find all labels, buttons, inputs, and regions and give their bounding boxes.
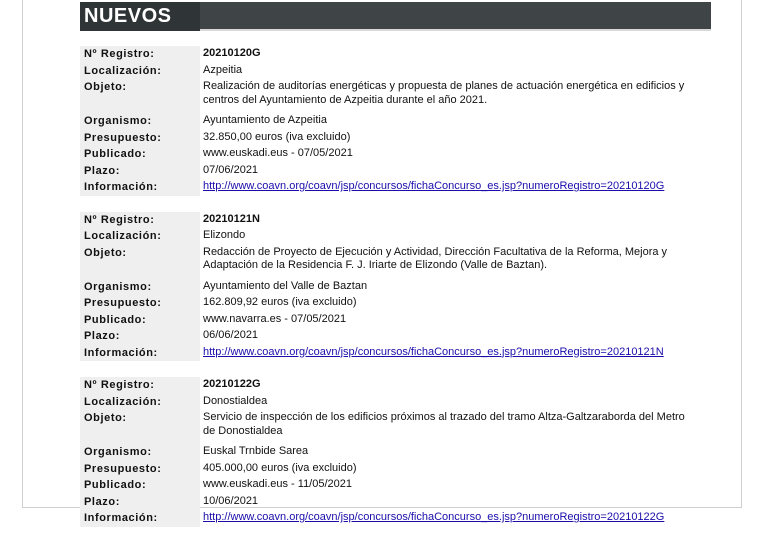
value-plazo: 06/06/2021	[203, 329, 259, 341]
informacion-link[interactable]: http://www.coavn.org/coavn/jsp/concursos/fichaConcurso_es.jsp?numeroRegistro=20210121N	[203, 345, 664, 358]
label-organismo: Organismo:	[80, 444, 200, 461]
label-registro: Nº Registro:	[80, 377, 200, 394]
value-plazo: 10/06/2021	[203, 494, 259, 507]
records-list	[80, 46, 711, 543]
label-presupuesto: Presupuesto:	[80, 461, 200, 478]
row-informacion	[80, 179, 711, 196]
row-objeto	[80, 410, 711, 444]
value-objeto: Redacción de Proyecto de Ejecución y Actividad, Dirección Facultativa de la Reforma, Mejora y Adaptación de la Residencia F. J. Iriarte de Elizondo (Valle de Baztan).	[203, 245, 668, 271]
label-informacion: Información:	[80, 179, 200, 196]
value-organismo: Ayuntamiento de Azpeitia	[203, 114, 327, 126]
row-informacion	[80, 345, 711, 362]
value-localizacion: Elizondo	[203, 229, 246, 241]
row-plazo	[80, 494, 711, 511]
label-plazo: Plazo:	[80, 328, 200, 345]
label-presupuesto: Presupuesto:	[80, 295, 200, 312]
row-publicado	[80, 312, 711, 329]
row-organismo	[80, 444, 711, 461]
row-localizacion	[80, 63, 711, 80]
value-publicado: www.euskadi.eus - 07/05/2021	[203, 147, 353, 159]
record	[80, 212, 711, 362]
value-registro: 20210120G	[203, 47, 261, 59]
row-localizacion	[80, 394, 711, 411]
label-registro: Nº Registro:	[80, 212, 200, 229]
value-publicado: www.euskadi.eus - 11/05/2021	[203, 478, 352, 490]
label-publicado: Publicado:	[80, 477, 200, 494]
value-informacion-cell	[200, 345, 711, 362]
value-localizacion: Azpeitia	[203, 63, 243, 76]
value-organismo: Ayuntamiento del Valle de Baztan	[203, 279, 368, 292]
value-presupuesto: 32.850,00 euros (iva excluido)	[203, 130, 351, 143]
label-localizacion: Localización:	[80, 63, 200, 80]
row-objeto	[80, 245, 711, 279]
record	[80, 46, 711, 196]
value-informacion-cell	[200, 510, 711, 527]
row-registro	[80, 212, 711, 229]
row-registro	[80, 377, 711, 394]
label-organismo: Organismo:	[80, 113, 200, 130]
row-organismo	[80, 279, 711, 296]
informacion-link[interactable]: http://www.coavn.org/coavn/jsp/concursos/fichaConcurso_es.jsp?numeroRegistro=20210122G	[203, 511, 665, 523]
informacion-link[interactable]: http://www.coavn.org/coavn/jsp/concursos/fichaConcurso_es.jsp?numeroRegistro=20210120G	[203, 180, 665, 192]
value-presupuesto: 162.809,92 euros (iva excluido)	[203, 296, 357, 308]
label-informacion: Información:	[80, 345, 200, 362]
row-registro	[80, 46, 711, 63]
row-plazo	[80, 163, 711, 180]
section-title: NUEVOS	[84, 5, 172, 27]
label-localizacion: Localización:	[80, 228, 200, 245]
value-localizacion: Donostialdea	[203, 394, 268, 407]
label-publicado: Publicado:	[80, 146, 200, 163]
row-organismo	[80, 113, 711, 130]
label-objeto: Objeto:	[80, 410, 200, 444]
label-presupuesto: Presupuesto:	[80, 130, 200, 147]
value-registro: 20210121N	[203, 212, 260, 225]
row-informacion	[80, 510, 711, 527]
value-organismo: Euskal Trnbide Sarea	[203, 445, 309, 457]
value-objeto: Realización de auditorías energéticas y propuesta de planes de actuación energética en edificios y centros del Ayuntamiento de Azpeitia durante el año 2021.	[203, 80, 685, 106]
row-localizacion	[80, 228, 711, 245]
row-objeto	[80, 79, 711, 113]
row-publicado	[80, 477, 711, 494]
label-objeto: Objeto:	[80, 245, 200, 279]
label-registro: Nº Registro:	[80, 46, 200, 63]
label-objeto: Objeto:	[80, 79, 200, 113]
label-organismo: Organismo:	[80, 279, 200, 296]
section-header	[80, 2, 711, 31]
value-registro: 20210122G	[203, 378, 261, 390]
row-presupuesto	[80, 130, 711, 147]
header-underline	[200, 29, 711, 31]
row-presupuesto	[80, 461, 711, 478]
label-plazo: Plazo:	[80, 494, 200, 511]
record	[80, 377, 711, 527]
label-informacion: Información:	[80, 510, 200, 527]
value-informacion-cell	[200, 179, 711, 196]
value-publicado: www.navarra.es - 07/05/2021	[203, 312, 347, 325]
row-plazo	[80, 328, 711, 345]
value-objeto: Servicio de inspección de los edificios próximos al trazado del tramo Altza-Galtzaraborda del Metro de Donostialdea	[203, 411, 685, 437]
row-presupuesto	[80, 295, 711, 312]
value-presupuesto: 405.000,00 euros (iva excluido)	[203, 461, 357, 474]
label-plazo: Plazo:	[80, 163, 200, 180]
label-publicado: Publicado:	[80, 312, 200, 329]
value-plazo: 07/06/2021	[203, 163, 259, 176]
label-localizacion: Localización:	[80, 394, 200, 411]
row-publicado	[80, 146, 711, 163]
